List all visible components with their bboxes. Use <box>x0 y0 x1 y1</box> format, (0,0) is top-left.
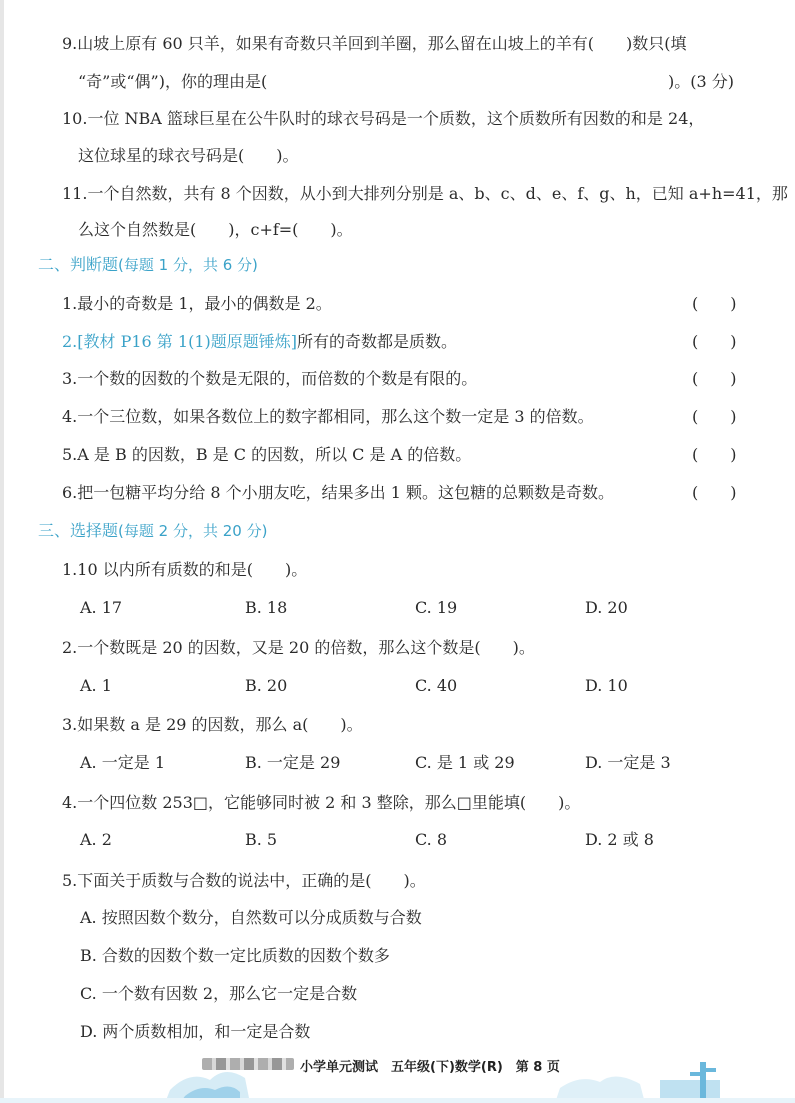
section-3-sub: (每题 2 分，共 20 分) <box>118 522 268 540</box>
q9-line1: 9.山坡上原有 60 只羊，如果有奇数只羊回到羊圈，那么留在山坡上的羊有( )数只(填 <box>62 34 687 53</box>
judge-2-tag: 2.[教材 P16 第 1(1)题原题锤炼] <box>62 332 297 351</box>
choice-4-option-a[interactable]: A. 2 <box>80 830 112 849</box>
judge-6-answer[interactable]: ( ) <box>692 483 737 502</box>
choice-4-question: 4.一个四位数 253□，它能够同时被 2 和 3 整除，那么□里能填( )。 <box>62 793 581 812</box>
judge-5-answer[interactable]: ( ) <box>692 445 737 464</box>
judge-1: 1.最小的奇数是 1，最小的偶数是 2。 <box>62 294 332 313</box>
choice-3-option-c[interactable]: C. 是 1 或 29 <box>415 753 515 772</box>
q9-line2b: )。(3 分) <box>668 72 734 91</box>
judge-3: 3.一个数的因数的个数是无限的，而倍数的个数是有限的。 <box>62 369 478 388</box>
choice-2-option-c[interactable]: C. 40 <box>415 676 458 695</box>
judge-2-answer[interactable]: ( ) <box>692 332 737 351</box>
choice-5-option-b[interactable]: B. 合数的因数个数一定比质数的因数个数多 <box>80 946 390 965</box>
q10-line2: 这位球星的球衣号码是( )。 <box>78 146 299 165</box>
judge-5: 5.A 是 B 的因数，B 是 C 的因数，所以 C 是 A 的倍数。 <box>62 445 472 464</box>
q9-line2a: “奇”或“偶”)，你的理由是( <box>78 72 268 91</box>
choice-2-option-b[interactable]: B. 20 <box>245 676 288 695</box>
section-2-sub: (每题 1 分，共 6 分) <box>118 256 258 274</box>
choice-3-option-d[interactable]: D. 一定是 3 <box>585 753 671 772</box>
choice-3-question: 3.如果数 a 是 29 的因数，那么 a( )。 <box>62 715 363 734</box>
choice-2-option-d[interactable]: D. 10 <box>585 676 628 695</box>
choice-1-option-a[interactable]: A. 17 <box>80 598 123 617</box>
judge-2 <box>62 330 457 354</box>
choice-1-option-d[interactable]: D. 20 <box>585 598 628 617</box>
choice-4-option-b[interactable]: B. 5 <box>245 830 278 849</box>
choice-5-option-c[interactable]: C. 一个数有因数 2，那么它一定是合数 <box>80 984 358 1003</box>
q11-line2: 么这个自然数是( )，c+f=( )。 <box>78 220 353 239</box>
section-3-heading <box>38 519 267 543</box>
judge-4: 4.一个三位数，如果各数位上的数字都相同，那么这个数一定是 3 的倍数。 <box>62 407 594 426</box>
section-2-heading <box>38 253 258 277</box>
choice-1-option-c[interactable]: C. 19 <box>415 598 458 617</box>
choice-2-option-a[interactable]: A. 1 <box>80 676 112 695</box>
judge-6: 6.把一包糖平均分给 8 个小朋友吃，结果多出 1 颗。这包糖的总颗数是奇数。 <box>62 483 614 502</box>
choice-5-option-d[interactable]: D. 两个质数相加，和一定是合数 <box>80 1022 311 1041</box>
judge-1-answer[interactable]: ( ) <box>692 294 737 313</box>
judge-3-answer[interactable]: ( ) <box>692 369 737 388</box>
choice-3-option-b[interactable]: B. 一定是 29 <box>245 753 341 772</box>
choice-4-option-d[interactable]: D. 2 或 8 <box>585 830 654 849</box>
choice-5-question: 5.下面关于质数与合数的说法中，正确的是( )。 <box>62 871 426 890</box>
choice-1-question: 1.10 以内所有质数的和是( )。 <box>62 560 308 579</box>
judge-2-text: 所有的奇数都是质数。 <box>296 332 457 351</box>
choice-3-option-a[interactable]: A. 一定是 1 <box>80 753 165 772</box>
section-3-title: 三、选择题 <box>38 521 119 540</box>
bleed-through-text <box>590 553 603 572</box>
footer-text: 小学单元测试 五年级(下)数学(R) 第 8 页 <box>300 1060 560 1075</box>
page-edge <box>0 0 4 1103</box>
blurred-publisher-name <box>202 1058 294 1070</box>
q11-line1: 11.一个自然数，共有 8 个因数，从小到大排列分别是 a、b、c、d、e、f、g、h，已知 a+h=41，那 <box>62 184 788 203</box>
choice-2-question: 2.一个数既是 20 的因数，又是 20 的倍数，那么这个数是( )。 <box>62 638 535 657</box>
page-footer <box>0 1040 795 1103</box>
section-2-title: 二、判断题 <box>38 255 119 274</box>
q10-line1: 10.一位 NBA 篮球巨星在公牛队时的球衣号码是一个质数，这个质数所有因数的和是 24， <box>62 109 705 128</box>
judge-4-answer[interactable]: ( ) <box>692 407 737 426</box>
choice-1-option-b[interactable]: B. 18 <box>245 598 288 617</box>
choice-5-option-a[interactable]: A. 按照因数个数分，自然数可以分成质数与合数 <box>80 908 422 927</box>
choice-4-option-c[interactable]: C. 8 <box>415 830 448 849</box>
